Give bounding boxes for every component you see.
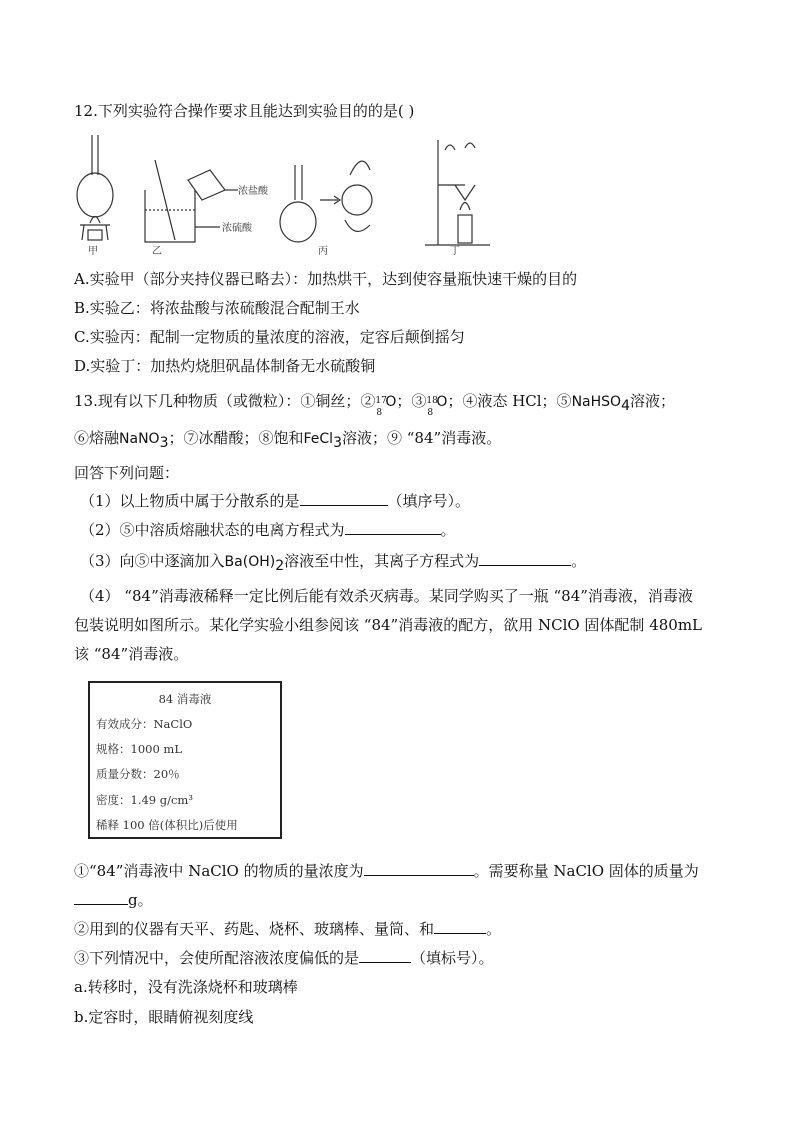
formula-nahso4: NaHSO (571, 394, 622, 410)
label-title: 84 消毒液 (158, 692, 212, 706)
label-hcl: 浓盐酸 (238, 186, 268, 197)
answer-blank-instrument[interactable] (434, 918, 486, 934)
formula-baoh2: Ba(OH) (224, 554, 276, 570)
answer-intro: 回答下列问题： (74, 464, 180, 482)
choice-b: b.定容时，眼睛俯视刻度线 (74, 1008, 254, 1026)
formula-nano3: NaNO (119, 431, 160, 447)
label-bing: 丙 (318, 246, 328, 257)
step-2: ②用到的仪器有天平、药匙、烧杯、玻璃棒、量筒、和 。 (74, 920, 502, 938)
option-b: B.实验乙：将浓盐酸与浓硫酸混合配制王水 (74, 299, 360, 317)
step-3: ③下列情况中，会使所配溶液浓度偏低的是 （填标号）。 (74, 949, 494, 967)
sub-question-4-line3: 该 “84”消毒液。 (74, 645, 189, 663)
answer-blank-2[interactable] (345, 519, 441, 535)
label-h2so4: 浓硫酸 (222, 223, 252, 234)
answer-blank-3[interactable] (479, 550, 571, 566)
step-1: ①“84”消毒液中 NaClO 的物质的量浓度为 。需要称量 NaClO 固体的质量为 (74, 862, 699, 880)
label-row: 质量分数：20％ (96, 767, 180, 781)
question-12-stem: 12.下列实验符合操作要求且能达到实验目的的是( ) (74, 102, 415, 120)
answer-blank-concentration[interactable] (364, 860, 474, 876)
label-jia: 甲 (88, 246, 98, 257)
option-d: D.实验丁：加热灼烧胆矾晶体制备无水硫酸铜 (74, 357, 376, 375)
question-13-line2: ⑥熔融NaNO$_3$；⑦冰醋酸；⑧饱和FeCl$_3$溶液；⑨ “84”消毒液。 (74, 429, 502, 451)
isotope-o18: 18 8 (426, 396, 438, 418)
step-1-cont: g。 (74, 889, 153, 911)
isotope-o17: 17 8 (375, 396, 387, 418)
apparatus-drawing (70, 130, 500, 260)
question-13-line1: 13.现有以下几种物质（或微粒）：①铜丝；② 17 8 O；③ 18 8 O；④液态 HCl；⑤NaHSO$_4$溶液； (74, 392, 675, 418)
q13-stem-a: 13.现有以下几种物质（或微粒）：①铜丝；② (74, 392, 376, 410)
label-row: 稀释 100 倍(体积比)后使用 (96, 818, 238, 832)
formula-fecl3: FeCl (303, 431, 334, 447)
label-row: 密度：1.49 g/cm³ (96, 793, 193, 807)
label-yi: 乙 (152, 246, 162, 257)
option-c: C.实验丙：配制一定物质的量浓度的溶液，定容后颠倒摇匀 (74, 328, 465, 346)
disinfectant-label-box (88, 681, 282, 839)
label-ding: 丁 (450, 246, 460, 257)
answer-blank-choice[interactable] (359, 947, 411, 963)
answer-blank-1[interactable] (300, 490, 388, 506)
answer-blank-mass[interactable] (74, 889, 128, 905)
apparatus-figure (70, 130, 500, 260)
option-a: A.实验甲（部分夹持仪器已略去）：加热烘干，达到使容量瓶快速干燥的目的 (74, 270, 578, 288)
label-row: 有效成分：NaClO (96, 717, 193, 731)
sub-question-2: （2）⑤中溶质熔融状态的电离方程式为 。 (80, 521, 456, 539)
sub-question-4-line2: 包装说明如图所示。某化学实验小组参阅该 “84”消毒液的配方，欲用 NClO 固体配制 480mL (74, 616, 703, 634)
sub-question-1: （1）以上物质中属于分散系的是 （填序号）。 (80, 492, 471, 510)
sub-question-3: （3）向⑤中逐滴加入$Ba(OH)_2$溶液至中性，其离子方程式为 。 (80, 552, 587, 574)
sub-question-4-line1: （4） “84”消毒液稀释一定比例后能有效杀灭病毒。某同学购买了一瓶 “84”消毒液，消毒液 (80, 587, 693, 605)
label-row: 规格：1000 mL (96, 742, 182, 756)
choice-a: a.转移时，没有洗涤烧杯和玻璃棒 (74, 978, 298, 996)
